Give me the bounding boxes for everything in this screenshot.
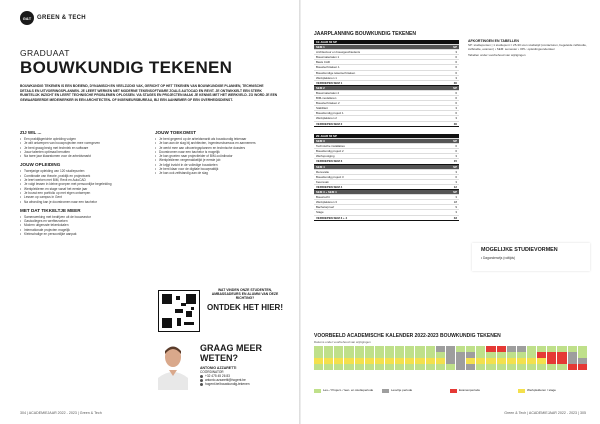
calendar-week xyxy=(415,364,425,370)
study-points: 9 xyxy=(455,205,457,210)
contact-name: ANTONIO AZZARETTI xyxy=(200,366,237,370)
list-item: • Je bouwt een portfolio op met eigen ontwerpen xyxy=(20,191,142,195)
course-name: Bouwtechnieken 1 xyxy=(316,65,340,70)
calendar-week xyxy=(466,364,476,370)
list-item: • Combinatie van theorie, praktijk en projectwerk xyxy=(20,174,142,178)
study-points: 6 xyxy=(455,101,457,106)
list-item: • Werkplekleren vergemakkelijkt je eerste job xyxy=(155,158,277,162)
study-points: 3 xyxy=(455,210,457,215)
list-item: • Je volgt lessen in kleine groepen met persoonlijke begeleiding xyxy=(20,182,142,186)
right-footer: Green & Tech | ACADEMIEJAAR 2022 - 2023 | 305 xyxy=(504,411,586,415)
legend-label: Werkplekleren / stage xyxy=(527,388,556,392)
logo-mark: G&T xyxy=(20,11,34,25)
calendar-week xyxy=(365,364,375,370)
study-points: 3 xyxy=(455,195,457,200)
calendar-week xyxy=(507,364,517,370)
course-name: BIM-modelleren xyxy=(316,96,337,101)
course-name: SEM 1 xyxy=(316,45,325,50)
section-heading: JOUW OPLEIDING xyxy=(20,162,61,168)
course-name: Werkplekleren 3 xyxy=(316,200,337,205)
calendar-row xyxy=(314,364,588,370)
study-points: 6 xyxy=(455,90,457,95)
year2-table xyxy=(314,134,459,221)
legend-label: Lesvrije periode xyxy=(391,388,413,392)
bullet-list xyxy=(20,137,142,158)
calendar-week xyxy=(324,364,334,370)
legend-label: Les- / Project- / leer- en studieperiode xyxy=(323,388,374,392)
legend-swatch xyxy=(518,389,525,393)
course-name: Bachelorproef xyxy=(316,205,334,210)
legend-item xyxy=(382,389,444,393)
study-points: 3 xyxy=(455,116,457,121)
bullet-list xyxy=(20,169,142,203)
legend-item xyxy=(518,389,580,393)
list-item: • Kleinschalige en persoonlijke aanpak xyxy=(20,232,142,236)
study-points: SP xyxy=(453,45,457,50)
abbreviations-box xyxy=(468,39,588,57)
table-row xyxy=(314,122,459,127)
calendar-week xyxy=(537,364,547,370)
list-item: • Werkplekleren en stage vanaf het eerste jaar xyxy=(20,187,142,191)
list-item: • Je kan ook zelfstandig aan de slag xyxy=(155,171,277,175)
legend-label: Examenperiode xyxy=(459,388,481,392)
calendar-week xyxy=(426,364,436,370)
study-points: 3 xyxy=(455,179,457,184)
course-name: SEM 4 xyxy=(316,164,325,169)
study-points: 3 xyxy=(455,50,457,55)
bullet-list xyxy=(20,215,142,236)
study-points: SP xyxy=(453,164,457,169)
section-heading: MET DAT TIKKELTJE MEER xyxy=(20,207,81,213)
contact-phone[interactable]: +32 475 45 26 83 xyxy=(200,374,288,378)
list-item: • Na twee jaar klaarstomen voor de arbeidsmarkt xyxy=(20,154,142,158)
contact-role: COÖRDINATOR xyxy=(200,370,224,374)
study-points: 6 xyxy=(455,96,457,101)
left-column xyxy=(20,130,142,236)
academic-calendar xyxy=(314,346,588,370)
study-points: 18 xyxy=(453,200,457,205)
calendar-week xyxy=(497,364,507,370)
course-name: SEM 2 xyxy=(316,85,325,90)
calendar-week xyxy=(456,364,466,370)
phone-icon xyxy=(200,375,203,378)
list-item: • Jouw talenten optimaal benutten xyxy=(20,150,142,154)
study-points: SP xyxy=(453,139,457,144)
calendar-week xyxy=(446,364,456,370)
section-heading: JOUW TOEKOMST xyxy=(155,130,197,135)
list-item: • Je leert werken met BIM, Revit en AutoCAD xyxy=(20,178,142,182)
course-name: Bouwmaterialen 2 xyxy=(316,90,340,95)
course-name: Keuzevak xyxy=(316,179,329,184)
side-heading: AFKORTINGEN EN TABELLEN xyxy=(468,39,519,43)
legend-item xyxy=(450,389,512,393)
list-item: • Samenwerking met bedrijven uit de bouwsector xyxy=(20,215,142,219)
globe-icon xyxy=(200,383,203,386)
course-name: Technische installaties xyxy=(316,144,345,149)
list-item: • Lessen op campus in Gent xyxy=(20,195,142,199)
calendar-week xyxy=(517,364,527,370)
list-item: • Je wilt ontwerpen van bouwprojecten mee vormgeven xyxy=(20,141,142,145)
study-points: 3 xyxy=(455,75,457,80)
course-name: SEM 3 xyxy=(316,139,325,144)
course-name: VERDIEPEN SEM 4 xyxy=(316,184,343,189)
calendar-week xyxy=(355,364,365,370)
calendar-week xyxy=(578,364,588,370)
course-name: Bouwkundig project 1 xyxy=(316,111,344,116)
calendar-week xyxy=(334,364,344,370)
legend-swatch xyxy=(314,389,321,393)
course-name: Renovatie xyxy=(316,169,330,174)
study-points: SP xyxy=(453,85,457,90)
course-name: Bouwkundig project 3 xyxy=(316,174,344,179)
calendar-week xyxy=(385,364,395,370)
table-row xyxy=(314,216,459,221)
page-title: BOUWKUNDIG TEKENEN xyxy=(20,58,233,77)
list-item: • Je bent gegeerd op de arbeidsmarkt als bouwkundig tekenaar xyxy=(155,137,277,141)
course-name: VERDIEPEN SEM 3 + 4 xyxy=(316,215,348,220)
testimonial-invite[interactable] xyxy=(158,288,284,336)
study-points: 30 xyxy=(453,121,457,126)
list-item: • Tweejarige opleiding van 120 studiepunten xyxy=(20,169,142,173)
study-points: 6 xyxy=(455,111,457,116)
course-name: VERDIEPEN SEM 1 xyxy=(316,80,343,85)
coordinator-photo xyxy=(158,342,188,390)
study-points: SP xyxy=(453,190,457,195)
calendar-legend xyxy=(314,389,588,393)
legend-swatch xyxy=(382,389,389,393)
calendar-week xyxy=(568,364,578,370)
calendar-week xyxy=(314,364,324,370)
course-name: Werkplekleren 2 xyxy=(316,116,337,121)
side-note: Tabellen onder voorbehoud van wijzigingen xyxy=(468,53,526,57)
right-page xyxy=(300,0,600,424)
list-item: • Je bent klaar voor de digitale bouwpraktijk xyxy=(155,167,277,171)
study-points: 6 xyxy=(455,144,457,149)
list-item: • Na afronding kan je doorstromen naar een bachelor xyxy=(20,200,142,204)
study-points: 3 xyxy=(455,106,457,111)
study-points: 3 xyxy=(455,169,457,174)
logo xyxy=(20,11,86,25)
calendar-week xyxy=(527,364,537,370)
list-item: • Je werkt mee aan uitvoeringsplannen en technische dossiers xyxy=(155,146,277,150)
course-name: Stabiliteit xyxy=(316,106,328,111)
side-text: SP: studiepunten | 1 studiepunt = 25-30 uren studietijd (contacturen, begeleide zelfstudie, zelfstudie, examen) • SEM: semester • OPL: opleidingsonderdeel xyxy=(468,43,587,51)
course-name: Werfopvolging xyxy=(316,154,335,159)
contact-title: GRAAG MEER WETEN? xyxy=(200,343,263,363)
study-forms-heading: MOGELIJKE STUDIEVORMEN xyxy=(481,247,558,253)
course-name: Bouwmaterialen 1 xyxy=(316,55,340,60)
left-footer: 304 | ACADEMIEJAAR 2022 - 2023 | Green & Tech xyxy=(20,411,102,415)
study-points: 6 xyxy=(455,60,457,65)
study-points: 6 xyxy=(455,149,457,154)
study-points: 30 xyxy=(453,80,457,85)
course-name: Bouwkundige tekentechnieken xyxy=(316,70,356,75)
calendar-subtitle: Datums onder voorbehoud van wijzigingen xyxy=(314,340,371,344)
study-points: 6 xyxy=(455,70,457,75)
study-points: 12 xyxy=(453,184,457,189)
right-column xyxy=(155,130,277,176)
calendar-week xyxy=(486,364,496,370)
calendar-week xyxy=(557,364,567,370)
course-name: Bouwtechnieken 2 xyxy=(316,101,340,106)
list-item: • Internationale projecten mogelijk xyxy=(20,228,142,232)
calendar-week xyxy=(547,364,557,370)
list-item: • Modern uitgeruste tekenlokalen xyxy=(20,223,142,227)
study-points: 33 xyxy=(453,215,457,220)
list-item: • Je krijgt inzicht in de volledige bouwketen xyxy=(155,163,277,167)
calendar-week xyxy=(395,364,405,370)
course-name: VERDIEPEN SEM 3 xyxy=(316,159,343,164)
calendar-week xyxy=(375,364,385,370)
course-name: Architectuur en bouwgeschiedenis xyxy=(316,50,361,55)
study-forms-box xyxy=(472,243,590,271)
legend-swatch xyxy=(450,389,457,393)
section-heading: ZIJ WIL ... xyxy=(20,130,42,135)
invite-small-text: WAT VINDEN ONZE STUDENTEN, AMBASSADEURS EN ALUMNI VAN DEZE RICHTING? xyxy=(211,288,279,301)
list-item: • Je kan groeien naar projectleider of BIM-coördinator xyxy=(155,154,277,158)
page-kicker: GRADUAAT xyxy=(20,48,70,58)
legend-item xyxy=(314,389,376,393)
contact-email[interactable]: antonio.azzaretti@hogent.be xyxy=(200,378,288,382)
calendar-title: VOORBEELD ACADEMISCHE KALENDER 2022-2023 BOUWKUNDIG TEKENEN xyxy=(314,333,501,339)
list-item: • Je kan aan de slag bij architecten, ingenieursbureaus en aannemers xyxy=(155,141,277,145)
study-points: 6 xyxy=(455,174,457,179)
list-item: • Je bent graag bezig met techniek en software xyxy=(20,146,142,150)
course-name: SEM 3 + SEM 4 xyxy=(316,190,337,195)
calendar-week xyxy=(405,364,415,370)
course-name: 2E JAAR 60 SP xyxy=(316,134,337,138)
calendar-week xyxy=(476,364,486,370)
course-name: Bouwkundig project 2 xyxy=(316,149,344,154)
intro-text: BOUWKUNDIG TEKENEN IS EEN BOEIEND, DYNAMISCH EN VEELZIJDIG VAK, GERICHT OP HET TEKENEN VAN BOUWKUNDIGE PLANNEN, TECHNISCHE DETAILS EN UITVOERINGSPLANNEN. JE LEERT WERKEN MET MODERNE TEKENSOFTWARE ZOALS AUTOCAD EN REVIT. JE ONTWIKKELT EEN STERK RUIMTELIJK INZICHT EN LEERT TECHNISCHE PROBLEMEN OPLOSSEN. VIA STAGES EN PROJECTEN MAAK JE KENNIS MET HET WERKVELD. ZO WORD JE EEN GEWAARDEERDE MEDEWERKER IN EEN ARCHITECTEN- OF INGENIEURSBUREAU, BIJ EEN AANNEMER OF EEN OVERHEIDSDIENST. xyxy=(20,84,278,102)
course-name: VERDIEPEN SEM 2 xyxy=(316,121,343,126)
bullet-list xyxy=(155,137,277,176)
study-forms-item: • Dagonderwijs (voltijds) xyxy=(481,256,516,260)
study-points: 6 xyxy=(455,65,457,70)
invite-big-text[interactable]: ONTDEK HET HIER! xyxy=(207,302,283,312)
qr-code[interactable] xyxy=(158,290,200,332)
mail-icon xyxy=(200,379,203,382)
study-points: 6 xyxy=(455,55,457,60)
year1-table xyxy=(314,40,459,127)
course-name: Werkplekleren 1 xyxy=(316,75,337,80)
logo-text: GREEN & TECH xyxy=(37,15,86,21)
list-item: • Gastcolleges en werfbezoeken xyxy=(20,219,142,223)
calendar-week xyxy=(436,364,446,370)
calendar-week xyxy=(344,364,354,370)
course-name: 1E JAAR 60 SP xyxy=(316,40,337,44)
study-points: 15 xyxy=(453,159,457,164)
course-name: Basis CAD xyxy=(316,60,330,65)
course-name: Bouwrecht xyxy=(316,195,330,200)
table-title: JAARPLANNING BOUWKUNDIG TEKENEN xyxy=(314,31,416,37)
contact-web[interactable]: hogent.be/bouwkundig-tekenen xyxy=(200,382,288,386)
course-name: Stage xyxy=(316,210,324,215)
list-item: • Doorstromen naar een bachelor is mogelijk xyxy=(155,150,277,154)
list-item: • Een praktijkgerichte opleiding volgen xyxy=(20,137,142,141)
contact-block xyxy=(158,342,288,396)
study-points: 3 xyxy=(455,154,457,159)
